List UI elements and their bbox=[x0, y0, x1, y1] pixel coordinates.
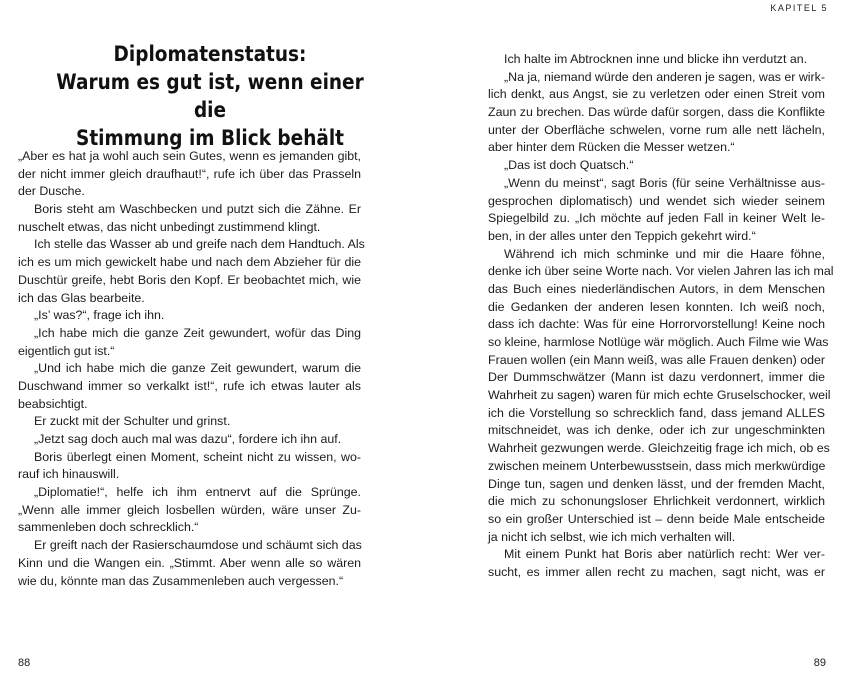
text-line: so ein großer Unterschied ist – denn beide Male entscheide bbox=[488, 511, 825, 526]
chapter-title-line: Warum es gut ist, wenn einer die bbox=[56, 70, 364, 122]
text-line: „Wenn alle immer gleich losbellen würden, wäre unser Zu- bbox=[18, 502, 361, 517]
text-line: Duschtür greife, hebt Boris den Kopf. Er beobachtet mich, wie bbox=[18, 272, 361, 287]
text-line: ich es um mich gewickelt habe und nach dem Abzieher für die bbox=[18, 255, 361, 270]
text-line: ja nicht ich selbst, wie ich mich verhalten will. bbox=[488, 529, 736, 544]
text-line: Er greift nach der Rasierschaumdose und schäumt sich das bbox=[34, 538, 362, 553]
text-line: Wahrheit zu sagen) waren für mich echte Gruselschocker, weil bbox=[488, 388, 831, 403]
text-line: „Das ist doch Quatsch.“ bbox=[504, 158, 634, 173]
running-head: KAPITEL 5 bbox=[770, 3, 828, 13]
text-line: die Gedanken der anderen lesen konnten. Ich weiß noch, bbox=[488, 299, 825, 314]
text-line: beabsichtigt. bbox=[18, 396, 88, 411]
text-line: Ich stelle das Wasser ab und greife nach dem Handtuch. Als bbox=[34, 237, 365, 252]
text-line: denke ich über seine Worte nach. Vor vielen Jahren las ich mal bbox=[488, 264, 834, 279]
text-line: dass ich dachte: Was für eine Horrorvorstellung! Keine noch bbox=[488, 317, 825, 332]
left-body-text bbox=[18, 148, 365, 590]
text-line: ich das Glas bearbeite. bbox=[18, 290, 145, 305]
text-line: „Und ich habe mich die ganze Zeit gewundert, warum die bbox=[34, 361, 361, 376]
text-line: eigentlich gut ist.“ bbox=[18, 343, 115, 358]
text-line: so kleine, harmlose Notlüge wär möglich. Auch Filme wie Was bbox=[488, 335, 829, 349]
text-line: Spiegelbild zu. „Ich möchte auf jeden Fall in keiner Welt le- bbox=[488, 211, 825, 226]
text-line: gesprochen diplomatisch) und wendet sich wieder seinem bbox=[488, 193, 825, 208]
text-line: sammenleben doch schrecklich.“ bbox=[18, 520, 199, 535]
text-line: Mit einem Punkt hat Boris aber natürlich recht: Wer ver- bbox=[504, 547, 825, 562]
text-line: nuschelt etwas, das nicht unbedingt zustimmend klingt. bbox=[18, 219, 321, 234]
text-line: Zaun zu brechen. Das würde dafür sorgen, dass die Konflikte bbox=[488, 105, 825, 120]
text-line: Wahrheit gezwungen werde. Gleichzeitig frage ich mich, ob es bbox=[488, 441, 830, 456]
text-line: „Diplomatie!“, helfe ich ihm entnervt auf die Sprünge. bbox=[34, 485, 361, 500]
text-line: Der Dummschwätzer (Mann ist dazu verdonnert, immer die bbox=[488, 370, 825, 385]
text-line: zwischen meinem Unterbewusstsein, dass mich merkwürdige bbox=[488, 458, 826, 473]
text-line: Duschwand immer so verkalkt ist!“, rufe ich etwas lauter als bbox=[18, 378, 361, 393]
chapter-title-line: Stimmung im Blick behält bbox=[76, 126, 344, 150]
text-line: Boris überlegt einen Moment, scheint nicht zu wissen, wo- bbox=[34, 449, 361, 464]
text-line: Frauen wollen (ein Mann weiß, was alle Frauen denken) oder bbox=[488, 352, 825, 367]
text-line: ben, in der alles unter den Teppich gekehrt wird.“ bbox=[488, 228, 756, 243]
text-line: mitschneidet, was ich denke, oder ich zur ungeschminkten bbox=[488, 423, 825, 438]
text-line: das Buch eines niederländischen Autors, in dem Menschen bbox=[488, 281, 825, 296]
text-line: „Ich habe mich die ganze Zeit gewundert, wofür das Ding bbox=[34, 325, 361, 340]
text-line: „Aber es hat ja wohl auch sein Gutes, wenn es jemanden gibt, bbox=[18, 149, 361, 163]
text-line: ich die Vorstellung so schrecklich fand, dass jemand ALLES bbox=[488, 405, 825, 420]
chapter-title bbox=[43, 40, 377, 152]
text-line: lich denkt, aus Angst, sie zu verletzen oder einen Streit vom bbox=[488, 87, 825, 102]
text-line: die mich zu schonungsloser Ehrlichkeit verdonnert, wirklich bbox=[488, 494, 825, 509]
text-line: rauf ich hinauswill. bbox=[18, 467, 120, 482]
text-line: unter der Oberfläche schwelen, vorne rum alle nett lächeln, bbox=[488, 122, 825, 137]
right-page bbox=[424, 0, 847, 677]
text-line: der Dusche. bbox=[18, 184, 85, 199]
page-number: 88 bbox=[18, 657, 31, 669]
text-line: „Na ja, niemand würde den anderen je sagen, was er wirk- bbox=[504, 69, 825, 84]
text-line: Dinge tun, sagen und denken lässt, und der fremden Macht, bbox=[488, 476, 825, 491]
text-line: Boris steht am Waschbecken und putzt sich die Zähne. Er bbox=[34, 202, 361, 217]
text-line: sucht, es immer allen recht zu machen, sagt nicht, was er bbox=[488, 564, 825, 579]
text-line: Kinn und die Wangen ein. „Stimmt. Aber wenn alle so wären bbox=[18, 555, 361, 570]
chapter-title-line: Diplomatenstatus: bbox=[113, 42, 307, 66]
left-page bbox=[0, 0, 423, 677]
text-line: aber hinter dem Rücken die Messer wetzen.“ bbox=[488, 140, 735, 155]
text-line: der nicht immer gleich draufhaut!“, rufe ich über das Prasseln bbox=[18, 166, 361, 181]
right-body-text bbox=[488, 51, 834, 582]
text-line: „Wenn du meinst“, sagt Boris (für seine Verhältnisse aus- bbox=[504, 175, 825, 190]
text-line: „Jetzt sag doch auch mal was dazu“, fordere ich ihn auf. bbox=[34, 432, 342, 446]
text-line: Während ich mich schminke und mir die Haare föhne, bbox=[504, 246, 825, 261]
text-line: Er zuckt mit der Schulter und grinst. bbox=[34, 414, 231, 429]
page-number: 89 bbox=[813, 657, 826, 669]
text-line: Ich halte im Abtrocknen inne und blicke ihn verdutzt an. bbox=[504, 52, 808, 66]
text-line: wie du, könnte man das Zusammenleben auch vergessen.“ bbox=[18, 573, 344, 588]
text-line: „Is’ was?“, frage ich ihn. bbox=[34, 308, 165, 323]
